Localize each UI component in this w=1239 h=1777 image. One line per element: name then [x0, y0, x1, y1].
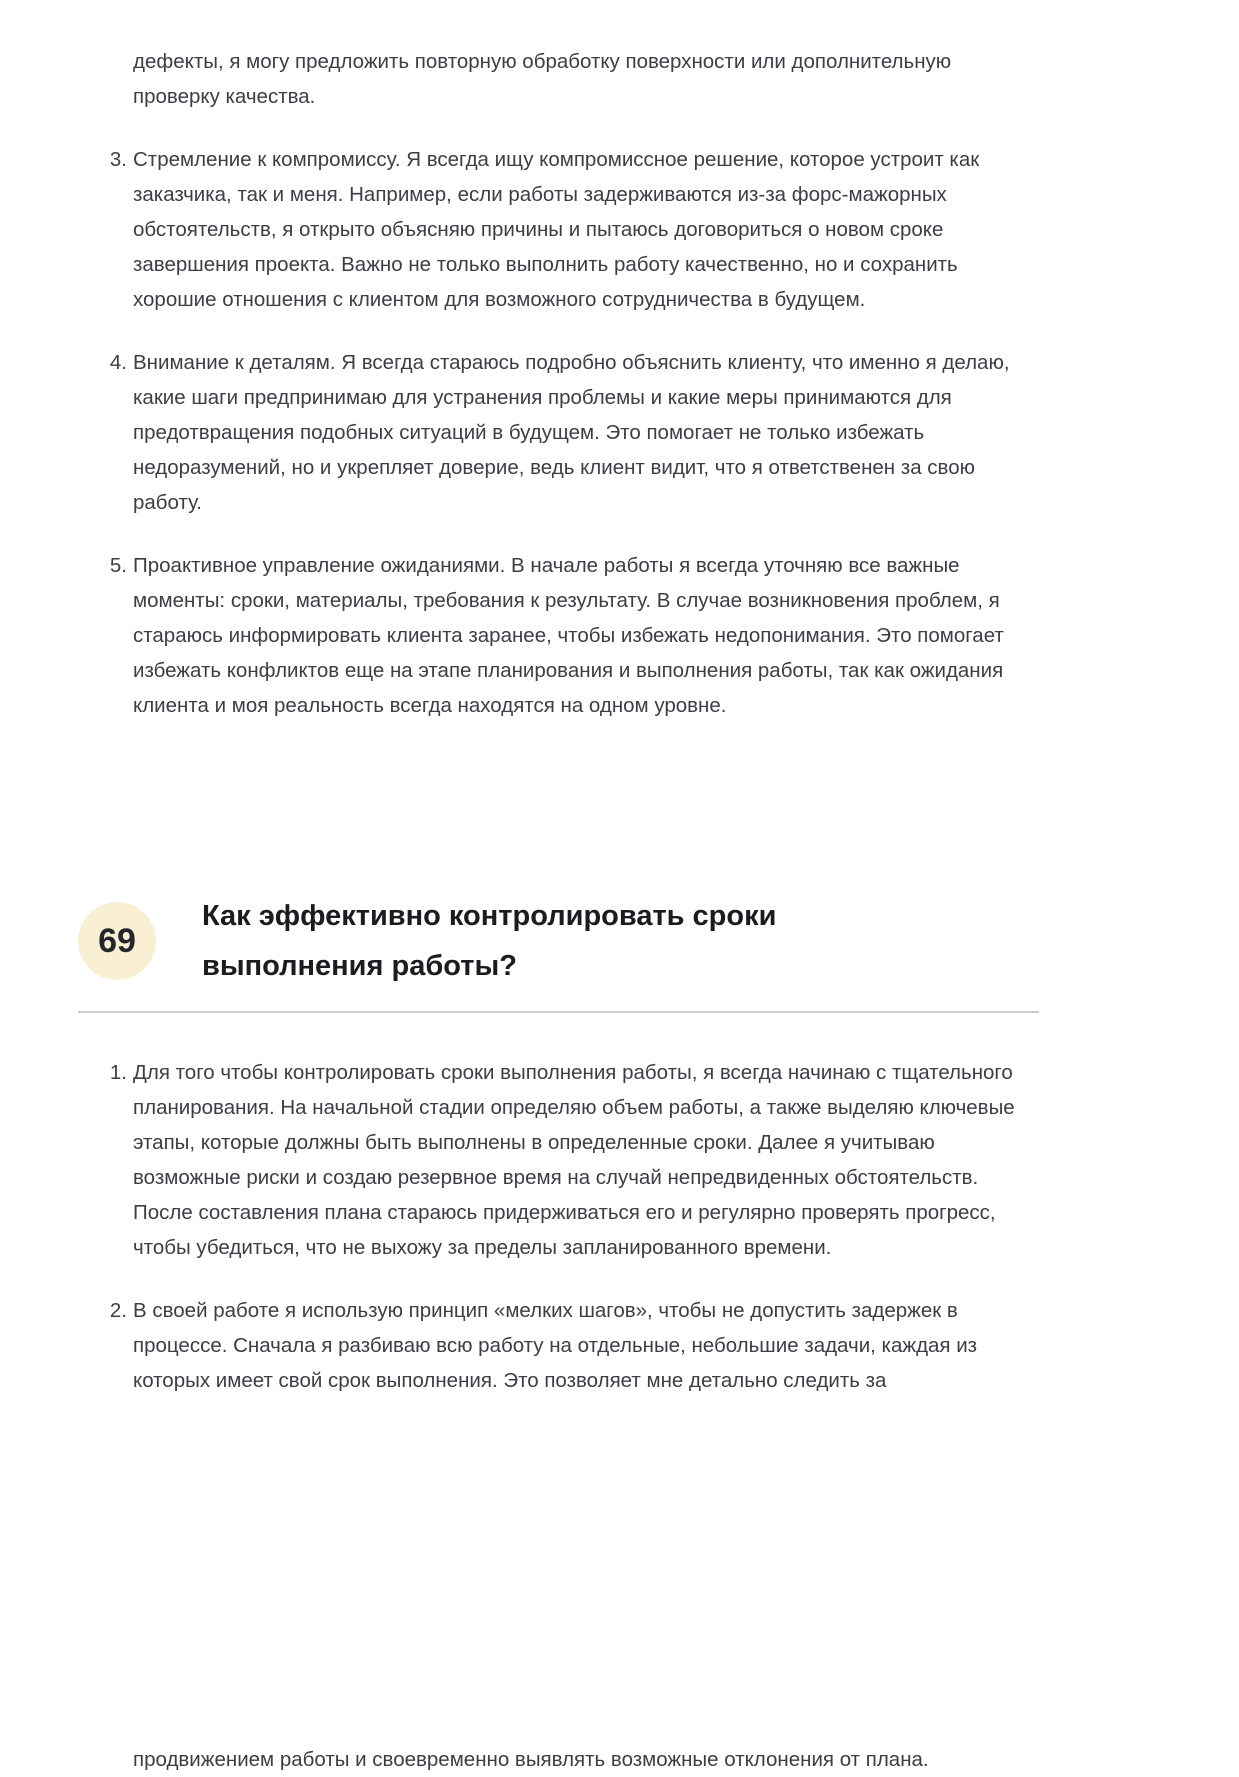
question-title: Как эффективно контролировать сроки выполнения работы?	[202, 900, 777, 982]
answer-text: В своей работе я использую принцип «мелких шагов», чтобы не допустить задержек в процессе. Сначала я разбиваю всю работу на отдельные, небольшие задачи, каждая из которых имеет свой срок выполнения. Это позволяет мне детально следить за	[133, 1299, 978, 1392]
answer-number: 2.	[109, 1299, 127, 1322]
answer-item	[78, 1293, 1039, 1398]
answer-number: 3.	[109, 148, 127, 171]
answer-item	[78, 142, 1039, 317]
question-header	[78, 891, 1039, 991]
answer-text: Стремление к компромиссу. Я всегда ищу компромиссное решение, которое устроит как заказчика, так и меня. Например, если работы задерживаются из-за форс-мажорных обстоятельств, я открыто объясняю причины и пытаюсь договориться о новом сроке завершения проекта. Важно не только выполнить работу качественно, но и сохранить хорошие отношения с клиентом для возможного сотрудничества в будущем.	[133, 148, 980, 311]
answer-item	[78, 345, 1039, 520]
section-divider	[78, 1011, 1039, 1013]
answer-number: 1.	[109, 1061, 127, 1084]
answer-text: Для того чтобы контролировать сроки выполнения работы, я всегда начинаю с тщательного планирования. На начальной стадии определяю объем работы, а также выделяю ключевые этапы, которые должны быть выполнены в определенные сроки. Далее я учитываю возможные риски и создаю резервное время на случай непредвиденных обстоятельств. После составления плана стараюсь придерживаться его и регулярно проверять прогресс, чтобы убедиться, что не выхожу за пределы запланированного времени.	[133, 1061, 1015, 1259]
answer-list-bottom	[78, 1055, 1039, 1398]
answer-text: Внимание к деталям. Я всегда стараюсь подробно объяснить клиенту, что именно я делаю, какие шаги предпринимаю для устранения проблемы и какие меры принимаются для предотвращения подобных ситуаций в будущем. Это помогает не только избежать недоразумений, но и укрепляет доверие, ведь клиент видит, что я ответственен за свою работу.	[133, 351, 1010, 514]
question-number: 69	[98, 921, 136, 960]
next-page-clipped-line: продвижением работы и своевременно выявлять возможные отклонения от плана.	[133, 1748, 929, 1771]
answer-item	[78, 1055, 1039, 1265]
answer-number: 5.	[109, 554, 127, 577]
question-number-badge	[78, 902, 156, 980]
answer-list-top	[78, 142, 1039, 723]
continuation-paragraph: дефекты, я могу предложить повторную обработку поверхности или дополнительную проверку качества.	[133, 50, 952, 108]
answer-item	[78, 548, 1039, 723]
answer-text: Проактивное управление ожиданиями. В начале работы я всегда уточняю все важные моменты: сроки, материалы, требования к результату. В случае возникновения проблем, я стараюсь информировать клиента заранее, чтобы избежать недопонимания. Это помогает избежать конфликтов еще на этапе планирования и выполнения работы, так как ожидания клиента и моя реальность всегда находятся на одном уровне.	[133, 554, 1004, 717]
answer-number: 4.	[109, 351, 127, 374]
